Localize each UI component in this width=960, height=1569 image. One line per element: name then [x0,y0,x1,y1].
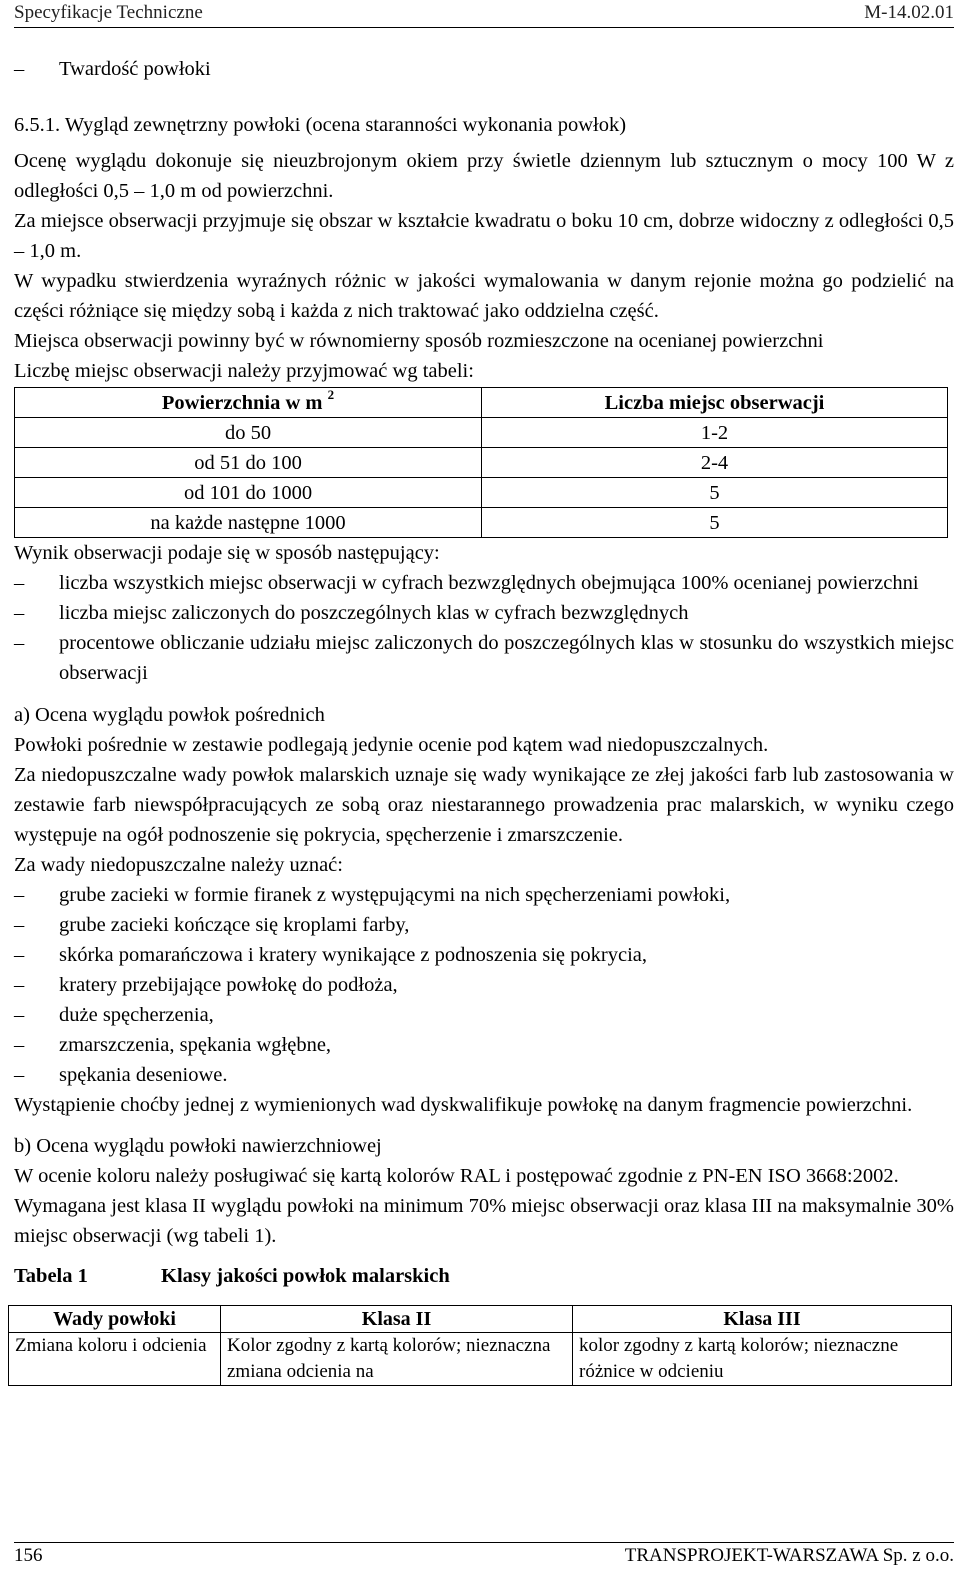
list-item [14,1030,954,1060]
paragraph: Wymagana jest klasa II wyglądu powłoki na minimum 70% miejsc obserwacji oraz klasa III na maksymalnie 30% miejsc obserwacji (wg tabeli 1). [14,1195,954,1247]
table-row [15,508,948,538]
footer-company: TRANSPROJEKT-WARSZAWA Sp. z o.o. [624,1545,954,1566]
page-footer [14,1542,954,1566]
table-cell: Kolor zgodny z kartą kolorów; nieznaczna zmiana odcienia na [221,1333,573,1386]
list-item [14,598,954,628]
paragraph: Za miejsce obserwacji przyjmuje się obszar w kształcie kwadratu o boku 10 cm, dobrze widoczny z odległości 0,5 – 1,0 m. [14,210,954,262]
table-cell: Zmiana koloru i odcienia [9,1333,221,1386]
list-item [14,910,954,940]
header-title: Specyfikacje Techniczne [14,2,203,23]
page-number: 156 [14,1545,43,1566]
paragraph: Za wady niedopuszczalne należy uznać: [14,854,343,876]
dash-bullet: – [14,58,25,80]
table-cell: od 101 do 1000 [15,478,482,508]
table-header-cell: Klasa II [221,1306,573,1333]
dash-bullet: – [14,632,25,654]
page-content [14,54,954,1386]
table-cell: na każde następne 1000 [15,508,482,538]
dash-bullet: – [14,974,25,996]
superscript: 2 [327,386,335,402]
intro-list-item [14,54,954,84]
table-caption [14,1261,954,1295]
paragraph: Wynik obserwacji podaje się w sposób następujący: [14,542,440,564]
table-row [15,418,948,448]
table-cell: 2-4 [482,448,948,478]
table-cell: od 51 do 100 [15,448,482,478]
table-row [15,478,948,508]
dash-bullet: – [14,1064,25,1086]
page-header [14,2,954,24]
list-item-text: zmarszczenia, spękania wgłębne, [59,1034,332,1056]
table-header-cell: Klasa III [573,1306,952,1333]
list-item-text: duże spęcherzenia, [59,1004,214,1026]
table-row [9,1333,952,1386]
list-item-text: kratery przebijające powłokę do podłoża, [59,974,398,996]
dash-bullet: – [14,944,25,966]
list-item-text: spękania deseniowe. [59,1064,228,1086]
area-header: Powierzchnia w m [161,391,323,414]
intro-item-text: Twardość powłoki [59,58,211,80]
list-item [14,1000,954,1030]
list-item-text: liczba wszystkich miejsc obserwacji w cyfrach bezwzględnych obejmująca 100% ocenianej powierzchni [59,572,919,594]
table-label: Tabela 1 [14,1265,88,1287]
table-title: Klasy jakości powłok malarskich [161,1265,450,1287]
table-header-row [9,1306,952,1333]
list-item [14,970,954,1000]
paragraph: Za niedopuszczalne wady powłok malarskich uznaje się wady wynikające ze złej jakości farb lub zastosowania w zestawie farb niewspółpracujących ze sobą oraz niestarannego prowadzenia prac malarskich, w wyniku czego występuje na ogół podnoszenie się pokrycia, spęcherzenie i zmarszczenie. [14,764,954,846]
list-item [14,628,954,688]
list-item [14,880,954,910]
observation-table [14,387,948,538]
table-cell: do 50 [15,418,482,448]
subsection-heading: a) Ocena wyglądu powłok pośrednich [14,704,325,726]
list-item-text: skórka pomarańczowa i kratery wynikające z podnoszenia się pokrycia, [59,944,647,966]
table-cell: 1-2 [482,418,948,448]
dash-bullet: – [14,572,25,594]
table-cell: 5 [482,478,948,508]
dash-bullet: – [14,884,25,906]
list-item-text: grube zacieki kończące się kroplami farby, [59,914,410,936]
dash-bullet: – [14,1004,25,1026]
header-rule [14,27,954,28]
table-header-cell: Liczba miejsc obserwacji [482,388,948,418]
header-code: M-14.02.01 [864,2,954,23]
table-cell: kolor zgodny z kartą kolorów; nieznaczne różnice w odcieniu [573,1333,952,1386]
table-cell: 5 [482,508,948,538]
list-item [14,940,954,970]
list-item-text: liczba miejsc zaliczonych do poszczególnych klas w cyfrach bezwzględnych [59,602,689,624]
dash-bullet: – [14,1034,25,1056]
quality-classes-table [8,1305,952,1386]
section-heading: 6.5.1. Wygląd zewnętrzny powłoki (ocena staranności wykonania powłok) [14,114,627,136]
list-item [14,1060,954,1090]
paragraph: W ocenie koloru należy posługiwać się kartą kolorów RAL i postępować zgodnie z PN-EN ISO 3668:2002. [14,1165,899,1187]
subsection-heading: b) Ocena wyglądu powłoki nawierzchniowej [14,1135,382,1157]
list-item [14,568,954,598]
dash-bullet: – [14,914,25,936]
paragraph: Liczbę miejsc obserwacji należy przyjmować wg tabeli: [14,360,474,382]
table-header-cell [15,388,482,418]
table-header-cell: Wady powłoki [9,1306,221,1333]
list-item-text: procentowe obliczanie udziału miejsc zaliczonych do poszczególnych klas w stosunku do wszystkich miejsc obserwacji [59,632,954,684]
list-item-text: grube zacieki w formie firanek z występującymi na nich spęcherzeniami powłoki, [59,884,731,906]
paragraph: Ocenę wyglądu dokonuje się nieuzbrojonym okiem przy świetle dziennym lub sztucznym o mocy 100 W z odległości 0,5 – 1,0 m od powierzchni. [14,150,954,202]
table-row [15,448,948,478]
paragraph: Wystąpienie choćby jednej z wymienionych wad dyskwalifikuje powłokę na danym fragmencie powierzchni. [14,1094,913,1116]
dash-bullet: – [14,602,25,624]
paragraph: Miejsca obserwacji powinny być w równomierny sposób rozmieszczone na ocenianej powierzchni [14,330,824,352]
paragraph: W wypadku stwierdzenia wyraźnych różnic w jakości wymalowania w danym rejonie można go podzielić na części różniące się między sobą i każda z nich traktować jako oddzielna część. [14,270,954,322]
table-header-row [15,388,948,418]
paragraph: Powłoki pośrednie w zestawie podlegają jedynie ocenie pod kątem wad niedopuszczalnych. [14,734,769,756]
